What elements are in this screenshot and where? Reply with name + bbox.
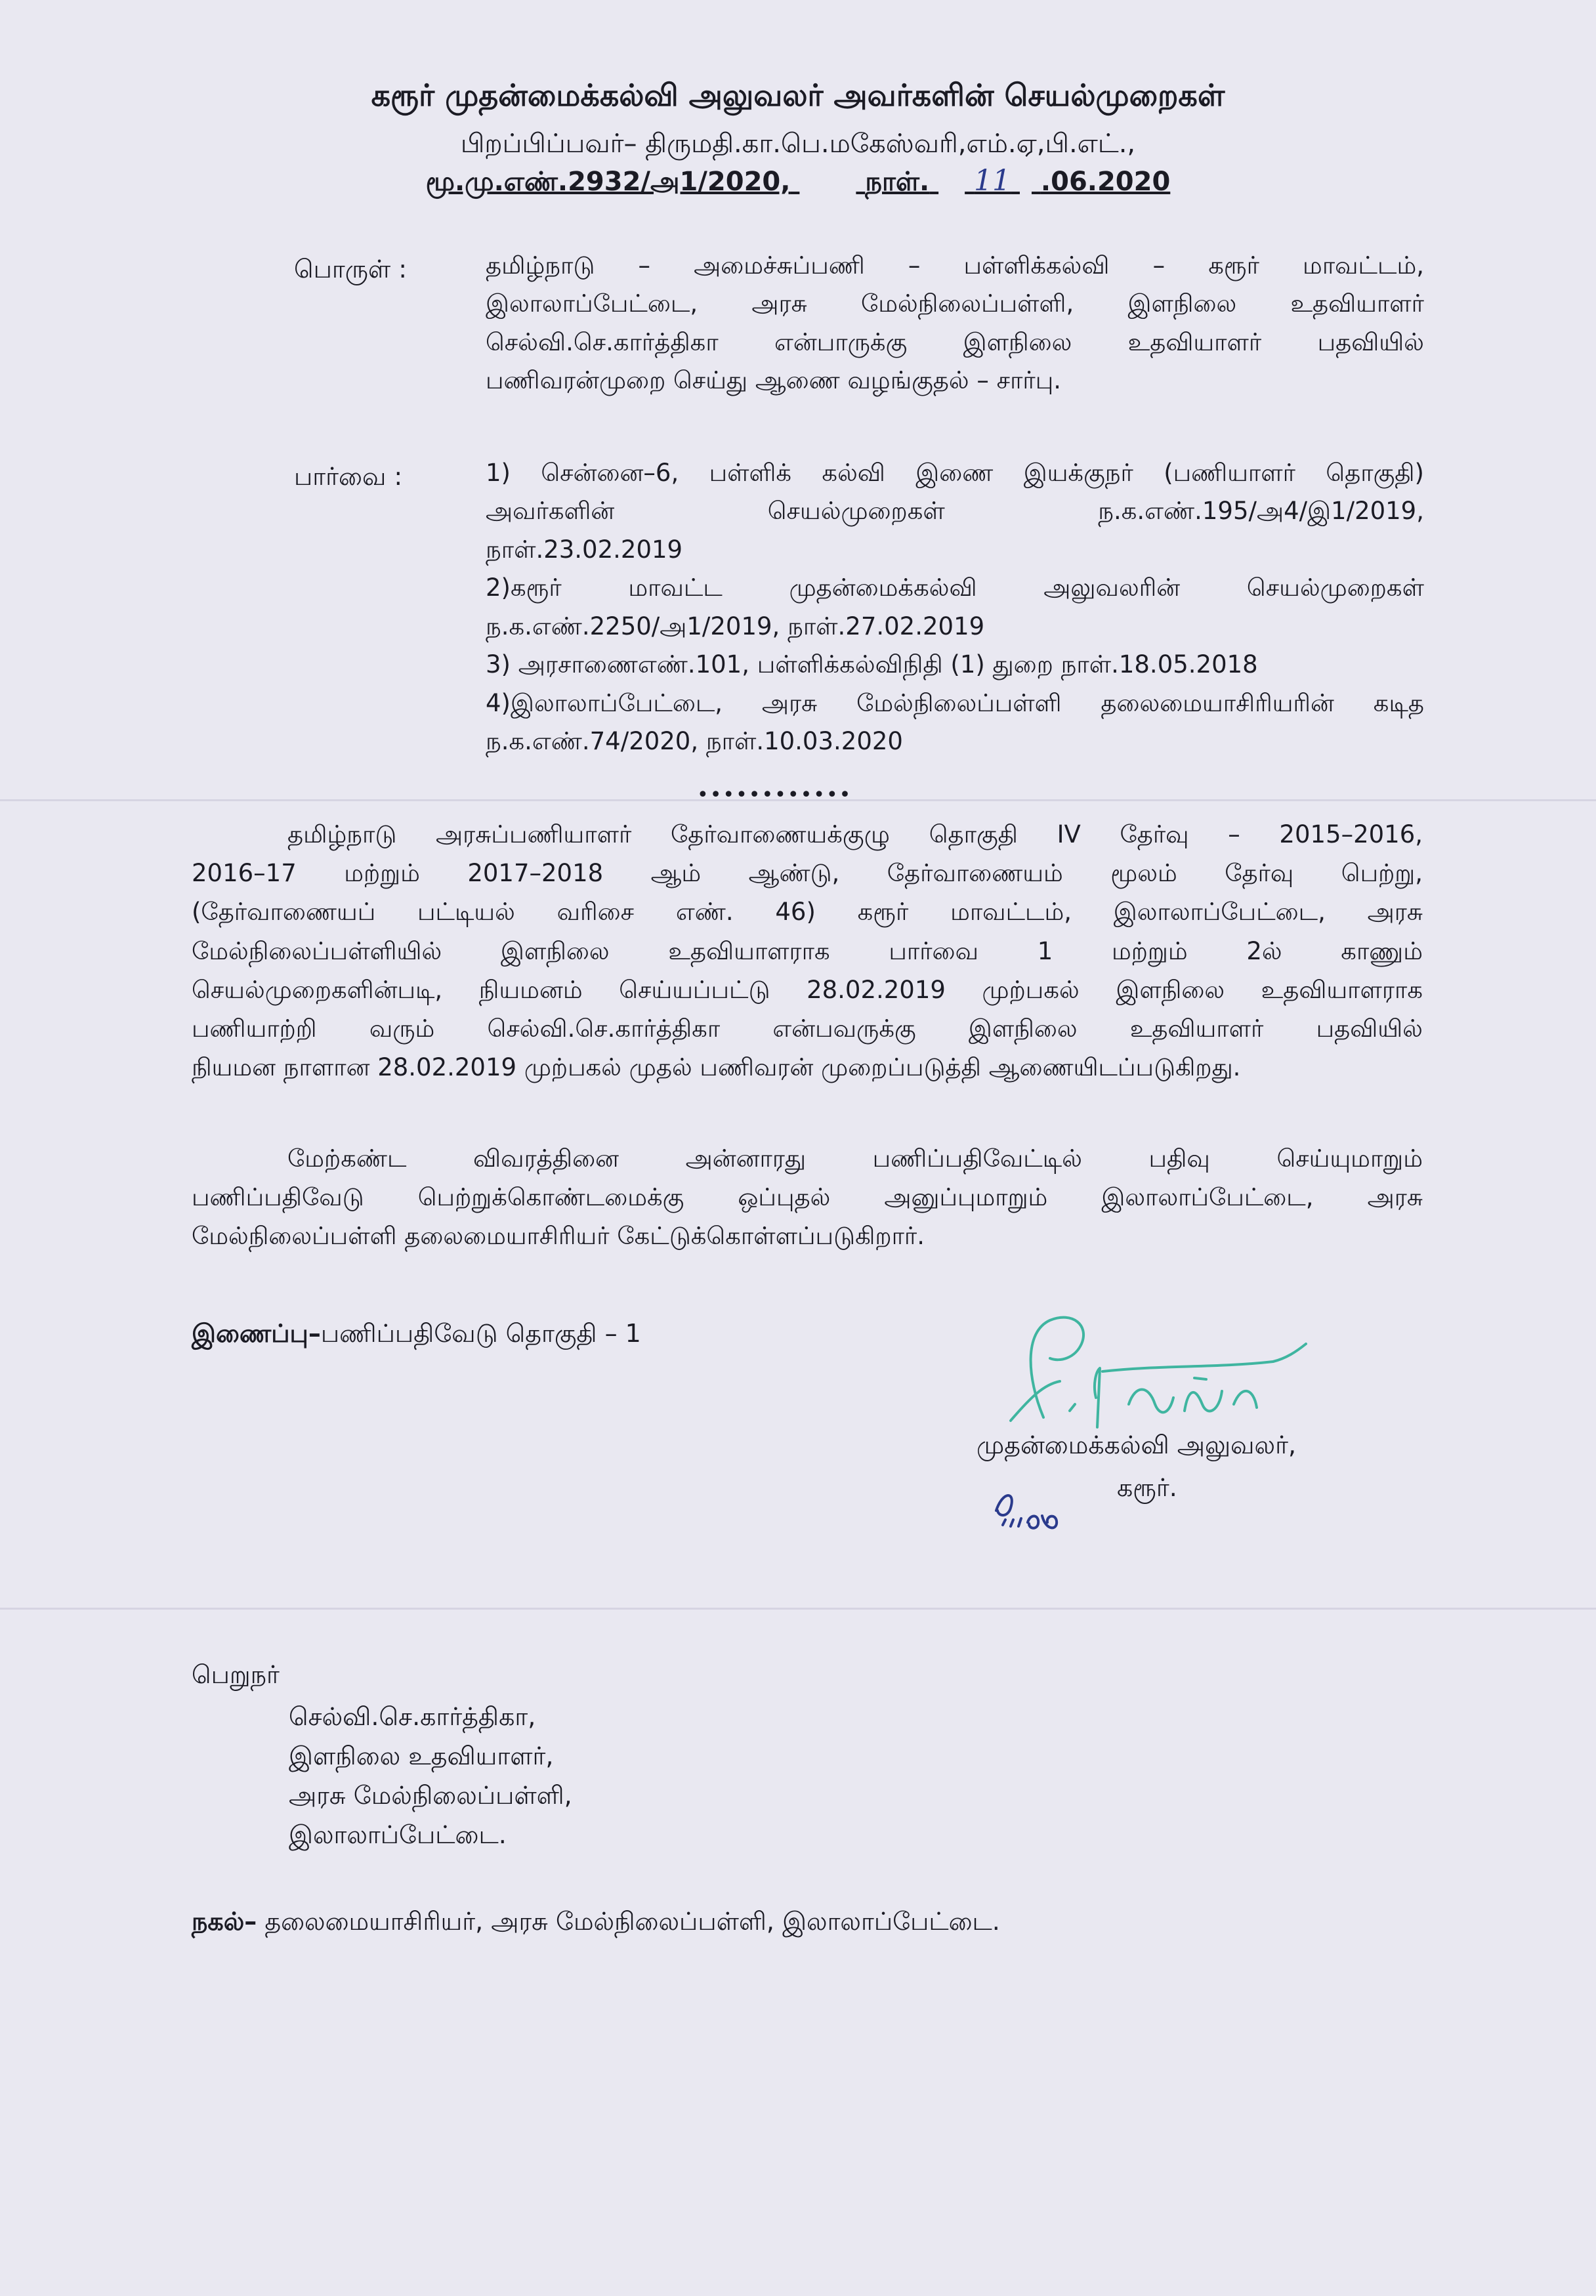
enclosure-label: இணைப்பு– [192,1319,321,1348]
recipient-line: இளநிலை உதவியாளர், [289,1742,554,1771]
separator-dots: •••••••••••• [697,783,852,806]
signatory-place: கரூர். [1117,1473,1177,1502]
reference-block [486,454,1424,761]
body-paragraph-1 [192,815,1423,1087]
recipient-label: பெறுநர் [192,1660,280,1689]
subject-line: இலாலாப்பேட்டை, அரசு மேல்நிலைப்பள்ளி, இளநிலை உதவியாளர் [486,289,1424,318]
enclosure-line [192,1319,641,1352]
reference-2-line: ந.க.எண்.2250/அ1/2019, நாள்.27.02.2019 [486,612,985,640]
reference-label: பார்வை : [294,462,403,491]
reference-1-line: அவர்களின் செயல்முறைகள் ந.க.எண்.195/அ4/இ1/2019, [486,497,1424,526]
enclosure-text: பணிப்பதிவேடு தொகுதி – 1 [320,1319,641,1348]
subject-label: பொருள் : [294,255,408,283]
date-month-year: .06.2020 [1040,167,1171,197]
reference-4-line: ந.க.எண்.74/2020, நாள்.10.03.2020 [486,727,903,756]
signatory-designation: முதன்மைக்கல்வி அலுவலர், [976,1430,1297,1459]
paragraph-line: பணியாற்றி வரும் செல்வி.செ.கார்த்திகா என்பவருக்கு இளநிலை உதவியாளர் பதவியில் [192,1014,1423,1043]
paragraph-line: மேல்நிலைப்பள்ளி தலைமையாசிரியர் கேட்டுக்கொள்ளப்படுகிறார். [192,1222,925,1251]
recipient-line: இலாலாப்பேட்டை. [289,1820,507,1850]
paragraph-line: மேற்கண்ட விவரத்தினை அன்னாரது பணிப்பதிவேட்டில் பதிவு செய்யுமாறும் [287,1144,1423,1173]
reference-2-line: 2)கரூர் மாவட்ட முதன்மைக்கல்வி அலுவலரின் செயல்முறைகள் [486,574,1424,602]
document-title: கரூர் முதன்மைக்கல்வி அலுவலர் அவர்களின் செயல்முறைகள் [371,77,1225,113]
paragraph-line: செயல்முறைகளின்படி, நியமனம் செய்யப்பட்டு 28.02.2019 முற்பகல் இளநிலை உதவியாளராக [192,975,1423,1004]
reference-number: மூ.மு.எண்.2932/அ1/2020, [425,167,791,197]
body-paragraph-2 [192,1139,1423,1256]
subject-line: செல்வி.செ.கார்த்திகா என்பாருக்கு இளநிலை உதவியாளர் பதவியில் [486,327,1424,356]
paragraph-line: 2016–17 மற்றும் 2017–2018 ஆம் ஆண்டு, தேர்வாணையம் மூலம் தேர்வு பெற்று, [192,859,1423,888]
issuer-line: பிறப்பிப்பவர்– திருமதி.கா.பெ.மகேஸ்வரி,எம்.ஏ,பி.எட்., [460,129,1136,159]
copy-line [192,1907,1000,1940]
copy-text: தலைமையாசிரியர், அரசு மேல்நிலைப்பள்ளி, இலாலாப்பேட்டை. [264,1907,1000,1936]
reference-3-line: 3) அரசாணைஎண்.101, பள்ளிக்கல்விநிதி (1) துறை நாள்.18.05.2018 [486,650,1258,679]
handwritten-initial-mark [990,1484,1075,1543]
paragraph-line: (தேர்வாணையப் பட்டியல் வரிசை எண். 46) கரூர் மாவட்டம், இலாலாப்பேட்டை, அரசு [192,898,1423,927]
date-label: நாள். [865,167,930,197]
copy-label: நகல்– [192,1907,257,1936]
paragraph-line: நியமன நாளான 28.02.2019 முற்பகல் முதல் பணிவரன் முறைப்படுத்தி ஆணையிடப்படுகிறது. [192,1053,1241,1082]
recipient-address [289,1697,572,1854]
recipient-line: அரசு மேல்நிலைப்பள்ளி, [289,1781,572,1810]
subject-line: தமிழ்நாடு – அமைச்சுப்பணி – பள்ளிக்கல்வி – கரூர் மாவட்டம், [486,251,1424,280]
paragraph-line: பணிப்பதிவேடு பெற்றுக்கொண்டமைக்கு ஒப்புதல் அனுப்புமாறும் இலாலாப்பேட்டை, அரசு [192,1183,1423,1212]
paper-fold-line [0,1608,1596,1610]
handwritten-date-day: 11 [974,164,1011,198]
recipient-line: செல்வி.செ.கார்த்திகா, [289,1702,536,1731]
reference-4-line: 4)இலாலாப்பேட்டை, அரசு மேல்நிலைப்பள்ளி தலைமையாசிரியரின் கடித [486,688,1424,717]
reference-1-line: நாள்.23.02.2019 [486,535,683,564]
paragraph-line: மேல்நிலைப்பள்ளியில் இளநிலை உதவியாளராக பார்வை 1 மற்றும் 2ல் காணும் [192,936,1423,965]
paragraph-line: தமிழ்நாடு அரசுப்பணியாளர் தேர்வாணையக்குழு தொகுதி IV தேர்வு – 2015–2016, [287,820,1423,848]
reference-1-line: 1) சென்னை–6, பள்ளிக் கல்வி இணை இயக்குநர் (பணியாளர் தொகுதி) [486,459,1424,487]
signature-mark [998,1306,1339,1437]
reference-date-line [0,164,1596,200]
subject-line: பணிவரன்முறை செய்து ஆணை வழங்குதல் – சார்பு. [486,366,1062,395]
subject-block [486,247,1424,400]
